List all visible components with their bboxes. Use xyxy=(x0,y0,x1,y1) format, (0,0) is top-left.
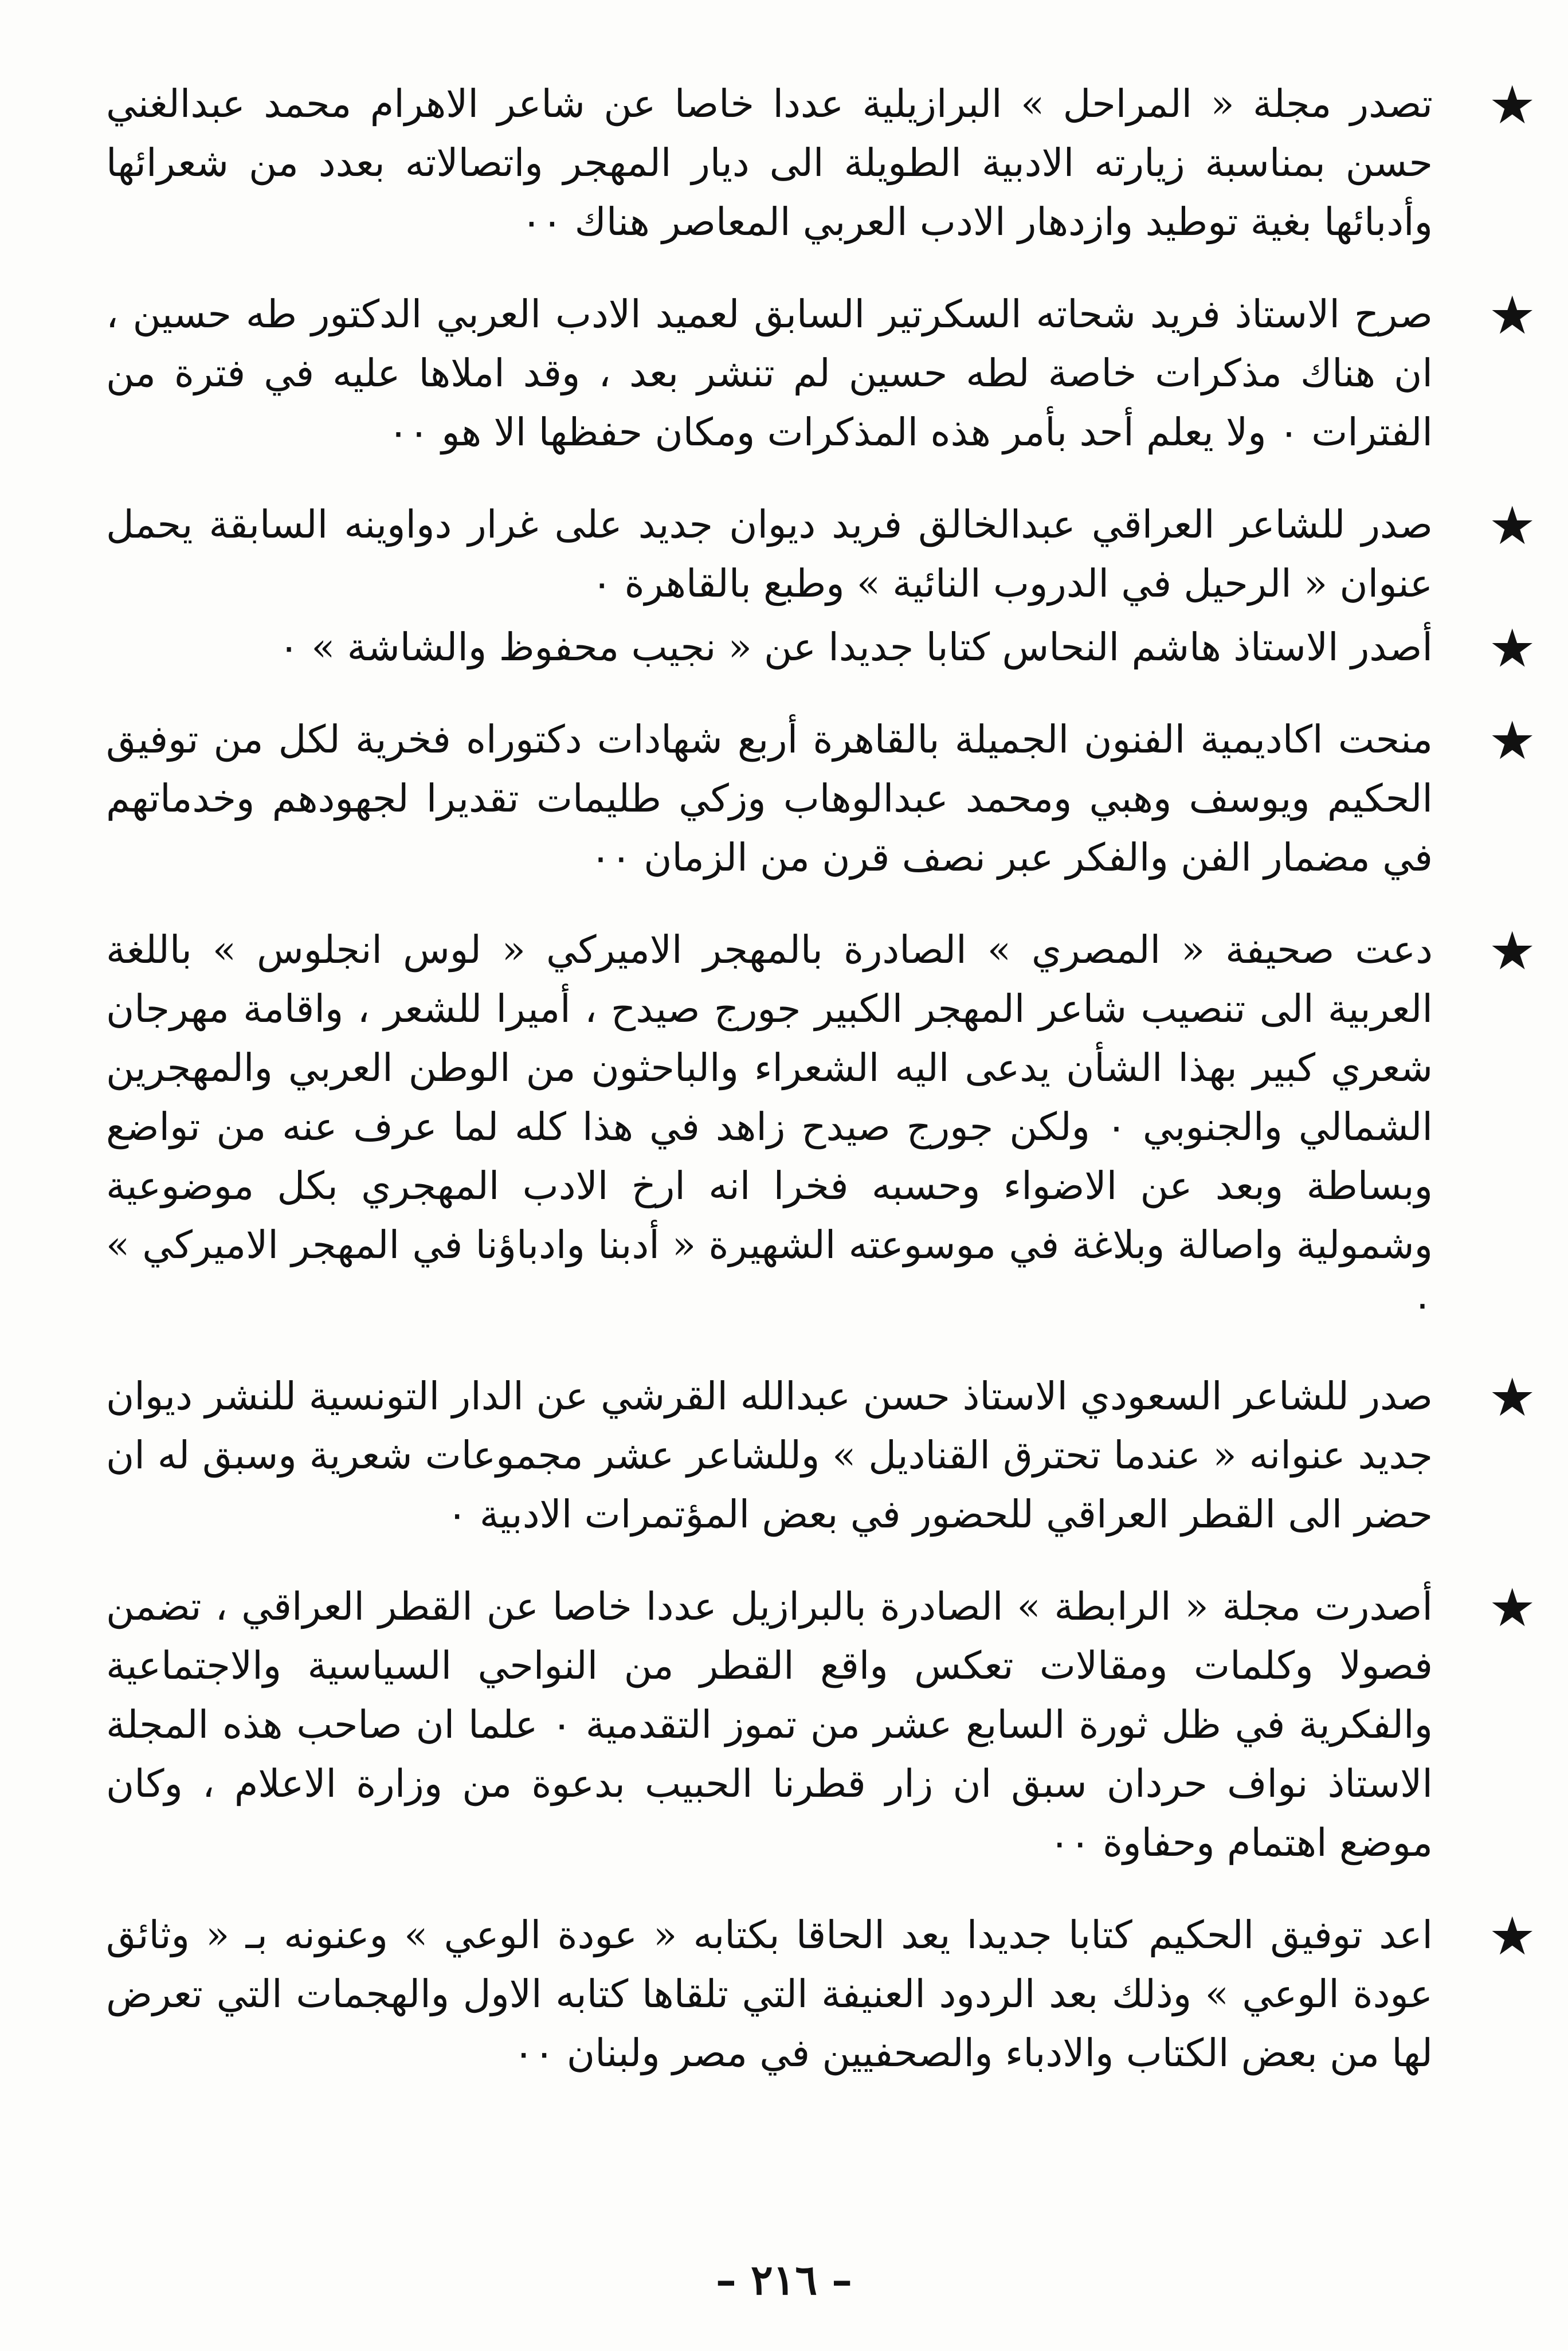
news-item-text: صدر للشاعر السعودي الاستاذ حسن عبدالله القرشي عن الدار التونسية للنشر ديوان جديد عنوانه « عندما تحترق القناديل » وللشاعر عشر مجموعات شعرية وسبق له ان حضر الى القطر العراقي للحضور في بعض المؤتمرات الادبية ٠ xyxy=(106,1374,1433,1537)
news-item xyxy=(106,285,1536,462)
news-item xyxy=(106,495,1536,613)
star-bullet-icon: ★ xyxy=(1488,1367,1536,1428)
news-item xyxy=(106,1906,1536,2083)
news-item xyxy=(106,1367,1536,1544)
news-item xyxy=(106,920,1536,1334)
news-items-list xyxy=(106,75,1536,2116)
news-item-text: اعد توفيق الحكيم كتابا جديدا يعد الحاقا بكتابه « عودة الوعي » وعنونه بـ « وثائق عودة الوعي » وذلك بعد الردود العنيفة التي تلقاها كتابه الاول والهجمات التي تعرض لها من بعض الكتاب والادباء والصحفيين في مصر ولبنان ٠٠ xyxy=(106,1913,1433,2075)
star-bullet-icon: ★ xyxy=(1488,920,1536,982)
star-bullet-icon: ★ xyxy=(1488,1577,1536,1639)
page-number: – ٢١٦ – xyxy=(715,2255,853,2304)
news-item-text: صرح الاستاذ فريد شحاته السكرتير السابق لعميد الادب العربي الدكتور طه حسين ، ان هناك مذكرات خاصة لطه حسين لم تنشر بعد ، وقد املاها عليه في فترة من الفترات ٠ ولا يعلم أحد بأمر هذه المذكرات ومكان حفظها الا هو ٠٠ xyxy=(106,292,1433,454)
star-bullet-icon: ★ xyxy=(1488,75,1536,136)
news-item xyxy=(106,618,1536,679)
news-item xyxy=(106,75,1536,252)
star-bullet-icon: ★ xyxy=(1488,495,1536,557)
star-bullet-icon: ★ xyxy=(1488,285,1536,346)
news-item-text: صدر للشاعر العراقي عبدالخالق فريد ديوان جديد على غرار دواوينه السابقة يحمل عنوان « الرحيل في الدروب النائية » وطبع بالقاهرة ٠ xyxy=(106,502,1433,606)
news-item-text: منحت اكاديمية الفنون الجميلة بالقاهرة أربع شهادات دكتوراه فخرية لكل من توفيق الحكيم ويوسف وهبي ومحمد عبدالوهاب وزكي طليمات تقديرا لجهودهم وخدماتهم في مضمار الفن والفكر عبر نصف قرن من الزمان ٠٠ xyxy=(106,717,1433,880)
news-item-text: تصدر مجلة « المراحل » البرازيلية عددا خاصا عن شاعر الاهرام محمد عبدالغني حسن بمناسبة زيارته الادبية الطويلة الى ديار المهجر واتصالاته بعدد من شعرائها وأدبائها بغية توطيد وازدهار الادب العربي المعاصر هناك ٠٠ xyxy=(106,81,1433,244)
news-item xyxy=(106,710,1536,887)
news-item-text: أصدرت مجلة « الرابطة » الصادرة بالبرازيل عددا خاصا عن القطر العراقي ، تضمن فصولا وكلمات ومقالات تعكس واقع القطر من النواحي السياسية والاجتماعية والفكرية في ظل ثورة السابع عشر من تموز التقدمية ٠ علما ان صاحب هذه المجلة الاستاذ نواف حردان سبق ان زار قطرنا الحبيب بدعوة من وزارة الاعلام ، وكان موضع اهتمام وحفاوة ٠٠ xyxy=(106,1584,1433,1865)
news-item xyxy=(106,1577,1536,1872)
star-bullet-icon: ★ xyxy=(1488,618,1536,679)
news-item-text: أصدر الاستاذ هاشم النحاس كتابا جديدا عن « نجيب محفوظ والشاشة » ٠ xyxy=(279,625,1433,669)
news-item-text: دعت صحيفة « المصري » الصادرة بالمهجر الاميركي « لوس انجلوس » باللغة العربية الى تنصيب شاعر المهجر الكبير جورج صيدح ، أميرا للشعر ، واقامة مهرجان شعري كبير بهذا الشأن يدعى اليه الشعراء والباحثون من الوطن العربي والمهجرين الشمالي والجنوبي ٠ ولكن جورج صيدح زاهد في هذا كله لما عرف عنه من تواضع وبساطة وبعد عن الاضواء وحسبه فخرا انه ارخ الادب المهجري بكل موضوعية وشمولية واصالة وبلاغة في موسوعته الشهيرة « أدبنا وادباؤنا في المهجر الاميركي » ٠ xyxy=(106,927,1433,1326)
star-bullet-icon: ★ xyxy=(1488,1906,1536,1967)
star-bullet-icon: ★ xyxy=(1488,710,1536,771)
